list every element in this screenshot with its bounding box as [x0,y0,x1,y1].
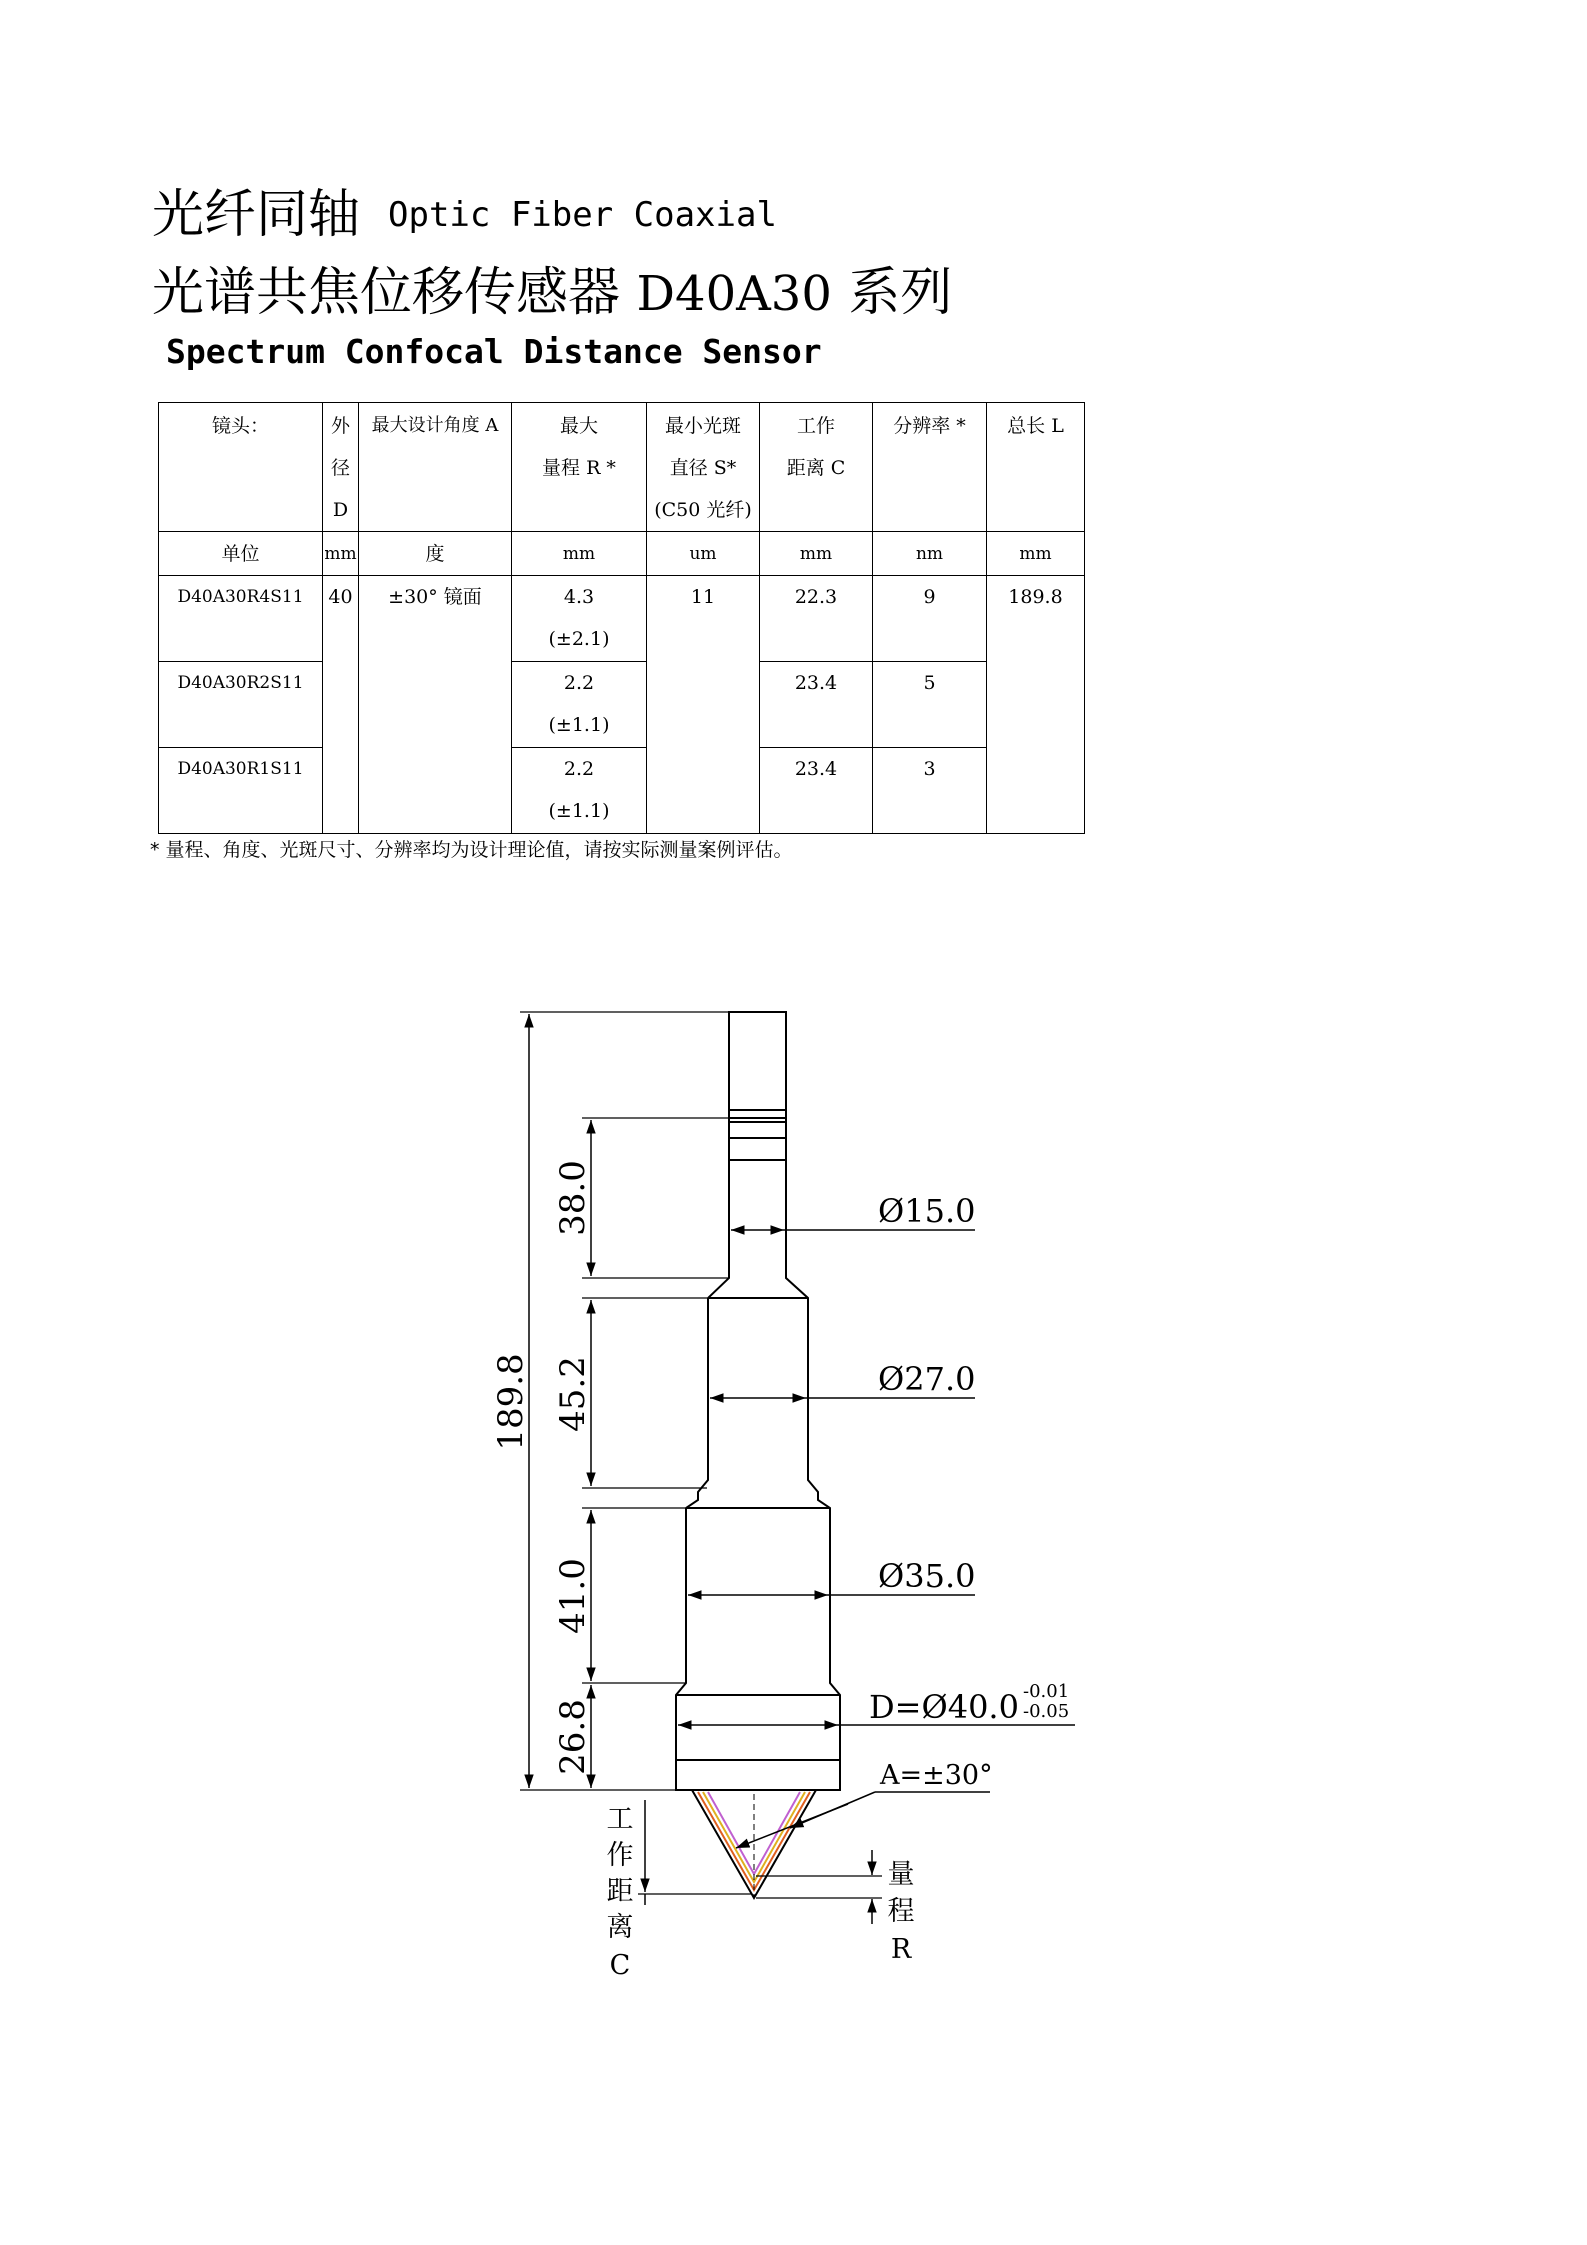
row-resolution: 3 [873,748,987,834]
unit-od: mm [323,532,359,576]
label-tolerance-lower: -0.05 [1023,1701,1070,1722]
row-model: D40A30R2S11 [159,662,323,748]
header-resolution: 分辨率 * [873,403,987,532]
label-angle: A=±30° [880,1760,993,1791]
header-lens: 镜头： [159,403,323,532]
svg-text:作: 作 [606,1840,634,1871]
svg-text:量: 量 [887,1859,915,1890]
light-beam-cone [698,1792,810,1898]
vertical-dimensions [529,1014,872,1924]
svg-text:程: 程 [887,1896,915,1927]
label-diameter-2: Ø27.0 [878,1360,976,1398]
label-range [888,1859,915,1965]
row-resolution: 5 [873,662,987,748]
label-working-distance [607,1804,634,1981]
footnote: * 量程、角度、光斑尺寸、分辨率均为设计理论值，请按实际测量案例评估。 [150,839,793,861]
row-range: 2.2 (±1.1) [512,748,647,834]
units-label: 单位 [159,532,323,576]
row-od: 40 [323,576,359,834]
label-diameter-3: Ø35.0 [878,1557,976,1595]
svg-text:R: R [890,1934,912,1965]
diameter-dimensions [678,1230,1075,1848]
label-segment-1: 38.0 [553,1160,593,1236]
label-diameter-4: D=Ø40.0 [869,1688,1019,1726]
svg-text:离: 离 [606,1912,634,1943]
header-spot: 最小光斑 直径 S* (C50 光纤) [647,403,760,532]
row-wd: 23.4 [760,662,873,748]
row-spot: 11 [647,576,760,834]
label-diameter-1: Ø15.0 [878,1192,976,1230]
header-range: 最大 量程 R * [512,403,647,532]
unit-range: mm [512,532,647,576]
svg-text:距: 距 [606,1876,634,1907]
title-series: 系列 [848,263,953,323]
row-range: 4.3 (±2.1) [512,576,647,662]
header-od: 外 径 D [323,403,359,532]
row-resolution: 9 [873,576,987,662]
angle-leader-inner [736,1804,848,1848]
title-cn-1: 光纤同轴 [152,185,361,245]
title-model: D40A30 [636,266,832,322]
sensor-body-outline [676,1012,840,1898]
unit-wd: mm [760,532,873,576]
unit-angle: 度 [359,532,512,576]
header-working-distance: 工作 距离 C [760,403,873,532]
svg-text:工: 工 [606,1804,634,1835]
row-wd: 23.4 [760,748,873,834]
row-range: 2.2 (±1.1) [512,662,647,748]
title-line-3: Spectrum Confocal Distance Sensor [166,332,822,371]
unit-resolution: nm [873,532,987,576]
row-model: D40A30R1S11 [159,748,323,834]
label-segment-4: 26.8 [553,1699,593,1775]
label-segment-3: 41.0 [553,1558,593,1634]
row-length: 189.8 [987,576,1085,834]
row-model: D40A30R4S11 [159,576,323,662]
label-segment-2: 45.2 [553,1356,593,1432]
unit-length: mm [987,532,1085,576]
title-en-1: Optic Fiber Coaxial [388,195,777,235]
svg-text:C: C [609,1950,631,1981]
row-angle: ±30° 镜面 [359,576,512,834]
title-cn-2: 光谱共焦位移传感器 [152,263,621,323]
header-length: 总长 L [987,403,1085,532]
label-tolerance-upper: -0.01 [1023,1681,1070,1702]
header-angle: 最大设计角度 A [359,403,512,532]
label-total-length: 189.8 [491,1353,531,1451]
unit-spot: um [647,532,760,576]
row-wd: 22.3 [760,576,873,662]
